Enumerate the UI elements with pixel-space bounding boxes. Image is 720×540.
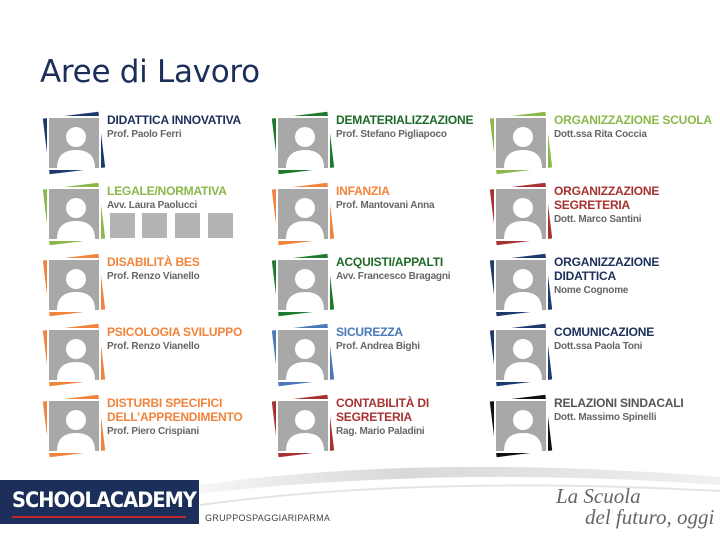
person-placeholder-icon (496, 401, 548, 453)
person-avatar (46, 115, 102, 171)
area-person: Prof. Renzo Vianello (107, 341, 200, 352)
person-avatar (493, 186, 549, 242)
person-placeholder-icon (278, 118, 330, 170)
area-card-organizzazione-didattica[interactable] (489, 255, 709, 321)
area-card-didattica-innovativa[interactable] (42, 113, 262, 179)
area-person: Dott.ssa Paola Toni (554, 341, 643, 352)
area-card-comunicazione[interactable] (489, 325, 709, 391)
area-person: Nome Cognome (554, 285, 629, 296)
logo-underline (12, 516, 186, 518)
team-thumbnail[interactable] (110, 213, 135, 238)
area-person: Prof. Mantovani Anna (336, 200, 435, 211)
area-name: ACQUISTI/APPALTI (336, 255, 444, 269)
area-name: ORGANIZZAZIONE SEGRETERIA (554, 184, 660, 212)
area-person: Avv. Francesco Bragagni (336, 271, 451, 282)
area-person: Prof. Renzo Vianello (107, 271, 200, 282)
person-placeholder-icon (49, 118, 101, 170)
person-avatar (275, 398, 331, 454)
area-name: SICUREZZA (336, 325, 403, 339)
person-placeholder-icon (496, 330, 548, 382)
person-avatar (493, 257, 549, 313)
area-person: Prof. Paolo Ferri (107, 129, 182, 140)
area-name: ORGANIZZAZIONE SCUOLA (554, 113, 712, 127)
person-placeholder-icon (496, 260, 548, 312)
schoolacademy-logo[interactable] (0, 480, 199, 524)
person-placeholder-icon (278, 189, 330, 241)
tagline-line1: La Scuola (556, 484, 641, 508)
person-avatar (46, 257, 102, 313)
area-card-organizzazione-segreteria[interactable] (489, 184, 709, 250)
person-avatar (493, 327, 549, 383)
team-thumbnail[interactable] (175, 213, 200, 238)
person-placeholder-icon (49, 330, 101, 382)
page-title: Aree di Lavoro (40, 54, 260, 90)
logo-text: SCHOOLACADEMY (12, 488, 196, 512)
area-card-organizzazione-scuola[interactable] (489, 113, 712, 179)
area-card-disabilita-bes[interactable] (42, 255, 262, 321)
area-person: Avv. Laura Paolucci (107, 200, 198, 211)
area-name: DISABILITÀ BES (107, 255, 200, 269)
area-card-dematerializzazione[interactable] (271, 113, 491, 179)
area-name: COMUNICAZIONE (554, 325, 655, 339)
area-name: CONTABILITÀ DI SEGRETERIA (336, 396, 429, 424)
area-person: Prof. Stefano Pigliapoco (336, 129, 447, 140)
area-card-acquisti-appalti[interactable] (271, 255, 491, 321)
person-avatar (46, 398, 102, 454)
person-placeholder-icon (496, 189, 548, 241)
person-placeholder-icon (49, 260, 101, 312)
person-avatar (46, 327, 102, 383)
area-name: LEGALE/NORMATIVA (107, 184, 227, 198)
team-thumbnail[interactable] (208, 213, 233, 238)
person-placeholder-icon (278, 260, 330, 312)
area-name: RELAZIONI SINDACALI (554, 396, 684, 410)
area-name: INFANZIA (336, 184, 390, 198)
person-placeholder-icon (278, 330, 330, 382)
area-card-relazioni-sindacali[interactable] (489, 396, 709, 462)
area-card-contabilita-segreteria[interactable] (271, 396, 491, 462)
team-thumbnail[interactable] (142, 213, 167, 238)
area-name: DIDATTICA INNOVATIVA (107, 113, 241, 127)
area-name: DEMATERIALIZZAZIONE (336, 113, 474, 127)
person-placeholder-icon (496, 118, 548, 170)
person-avatar (275, 327, 331, 383)
tagline-line2: del futuro, oggi (585, 505, 715, 529)
person-avatar (493, 115, 549, 171)
area-card-infanzia[interactable] (271, 184, 491, 250)
person-avatar (493, 398, 549, 454)
person-placeholder-icon (278, 401, 330, 453)
area-name: ORGANIZZAZIONE DIDATTICA (554, 255, 660, 283)
group-name: GRUPPOSPAGGIARIPARMA (205, 513, 331, 523)
area-card-sicurezza[interactable] (271, 325, 491, 391)
area-name: PSICOLOGIA SVILUPPO (107, 325, 243, 339)
area-person: Rag. Mario Paladini (336, 426, 425, 437)
area-person: Dott. Massimo Spinelli (554, 412, 657, 423)
person-avatar (275, 186, 331, 242)
person-placeholder-icon (49, 189, 101, 241)
area-person: Prof. Andrea Bighi (336, 341, 420, 352)
area-person: Dott.ssa Rita Coccia (554, 129, 647, 140)
area-person: Dott. Marco Santini (554, 214, 642, 225)
area-person: Prof. Piero Crispiani (107, 426, 199, 437)
person-placeholder-icon (49, 401, 101, 453)
area-card-disturbi-apprendimento[interactable] (42, 396, 262, 462)
person-avatar (275, 115, 331, 171)
person-avatar (46, 186, 102, 242)
area-name: DISTURBI SPECIFICI DELL’APPRENDIMENTO (107, 396, 243, 424)
person-avatar (275, 257, 331, 313)
area-card-psicologia-sviluppo[interactable] (42, 325, 262, 391)
